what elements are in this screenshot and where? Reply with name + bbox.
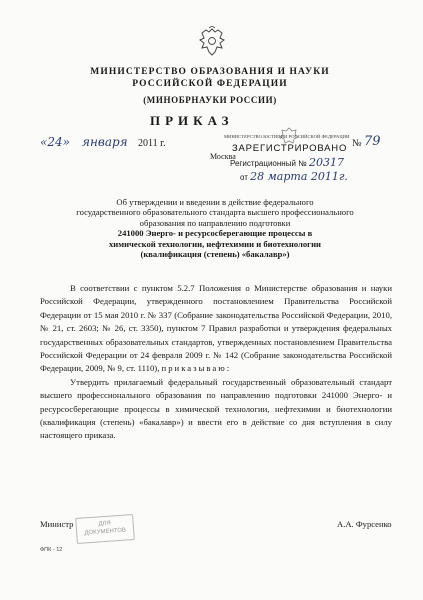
for-documents-stamp [75,514,135,544]
signatory-name: А.А. Фурсенко [337,519,392,529]
form-code: ФПК - 12 [40,547,63,553]
order-directive: приказываю: [161,363,232,374]
stamp-registered-title: ЗАРЕГИСТРИРОВАНО [232,143,348,154]
ministry-name-line2: РОССИЙСКОЙ ФЕДЕРАЦИИ [132,79,288,89]
handwritten-month: января [82,135,128,149]
stamp-registration-number [230,156,344,169]
city-name: Москва [210,152,236,161]
ministry-short-name: (МИНОБРНАУКИ РОССИИ) [143,95,277,105]
body-paragraph-2: Утвердить прилагаемый федеральный государственный образовательный стандарт высшего профессионального образования по направлению подготовки 241000 Энерго- и ресурсосберегающие процессы в химической технологии, нефтехимии и биотехнологии (квалификация (степень) «бакалавр») и ввести его в действие со дня вступления в силу настоящего приказа. [40,376,392,441]
stamp-from-label: от [240,173,248,182]
subject-line: государственного образовательного стандарта высшего профессионального [76,207,354,218]
subject-line: (квалификация (степень) «бакалавр») [140,249,290,260]
subject-line: образования по направлению подготовки [139,217,291,228]
stamp-date-handwritten: 28 марта 2011г. [250,170,348,183]
stamp-reg-number-handwritten: 20317 [308,156,344,169]
subject-line: химической технологии, нефтехимии и биотехнологии [109,238,321,249]
signatory-position: Министр [40,519,74,529]
order-body [40,282,392,443]
body-paragraph-1-text: В соответствии с пунктом 5.2.7 Положения о Министерстве образования и науки Российской Федерации, утвержденного постановлением Правительства Российской Федерации от 15 мая 2010 г. № 337 (Собрание законодательства Российской Федерации, 2010, № 21, ст. 2603; № 26, ст. 3350), пунктом 7 Правил разработки и утверждения федеральных государственных образовательных стандартов, утвержденных постановлением Правительства Российской Федерации от 24 февраля 2009 г. № 142 (Собрание законодательства Российской Федерации, 2009, № 9, ст. 1110), [40,283,392,374]
handwritten-day: «24» [40,135,70,149]
stamp-registration-date [240,170,348,183]
subject-line: 241000 Энерго- и ресурсосберегающие процессы в [117,228,313,239]
doc-stamp-line2: ДОКУМЕНТОВ [84,527,127,537]
order-year: 2011 г. [138,138,166,149]
ministry-name-line1: МИНИСТЕРСТВО ОБРАЗОВАНИЯ И НАУКИ [90,67,330,77]
handwritten-order-number: 79 [364,134,381,149]
document-type-title: ПРИКАЗ [150,113,234,128]
order-subject [70,197,360,259]
registration-stamp [224,126,374,190]
stamp-reg-label: Регистрационный № [230,159,307,168]
doc-stamp-line1: ДЛЯ [98,520,112,528]
body-paragraph-1 [40,282,392,376]
stamp-ministry: МИНИСТЕРСТВО ЮСТИЦИИ РОССИЙСКОЙ ФЕДЕРАЦИИ [224,134,350,139]
order-number-label: № [352,138,362,149]
coat-of-arms-emblem [198,26,226,58]
subject-line: Об утверждении и введении в действие федерального [116,197,314,207]
